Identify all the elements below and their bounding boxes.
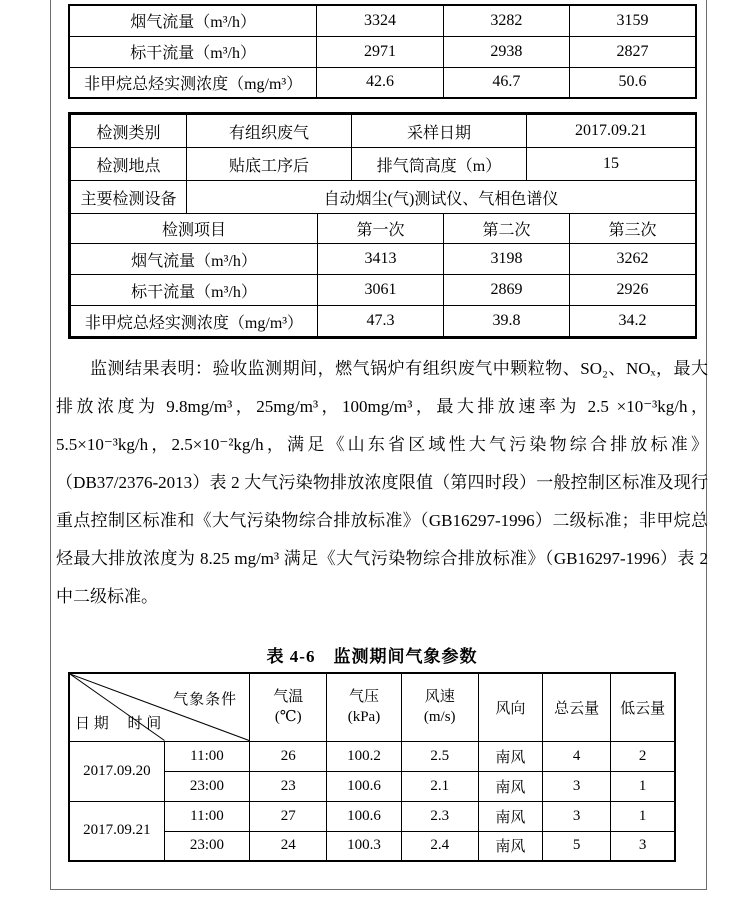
value-cell: 2926 [570,275,696,306]
column-header-pressure [327,673,401,741]
value-cell: 2827 [570,36,696,67]
value-cell: 2.3 [401,801,478,831]
value-cell: 南风 [478,801,542,831]
value-cell: 5 [543,831,611,861]
field-value: 15 [527,148,696,181]
table-row [71,244,696,275]
value-cell: 2938 [443,36,569,67]
value-cell: 南风 [478,741,542,771]
column-header: 第一次 [318,214,444,244]
column-header: 第二次 [444,214,570,244]
detection-results-section [70,213,696,337]
field-value: 2017.09.21 [527,115,696,148]
value-cell: 南风 [478,771,542,801]
column-header-wind-direction: 风向 [478,673,542,741]
corner-label-date-time: 日 期 时 间 [75,716,162,732]
value-cell: 3413 [318,244,444,275]
value-cell: 100.2 [327,741,401,771]
value-cell: 南风 [478,831,542,861]
table-row [71,214,696,244]
row-label: 非甲烷总烃实测浓度（mg/m³） [69,67,317,98]
value-cell: 46.7 [443,67,569,98]
corner-label-weather-condition: 气象条件 [173,692,238,708]
row-label: 标干流量（m³/h） [69,36,317,67]
date-cell: 2017.09.20 [69,741,164,801]
detection-info-section [70,114,696,214]
value-cell: 2.5 [401,741,478,771]
field-label: 采样日期 [352,115,527,148]
table-row [71,306,696,337]
value-cell: 100.6 [327,771,401,801]
field-value: 贴底工序后 [187,148,352,181]
weather-table-title: 表 4-6 监测期间气象参数 [266,647,478,666]
field-value: 有组织废气 [187,115,352,148]
flue-gas-results-table [68,4,697,99]
value-cell: 4 [543,741,611,771]
column-header-low-cloud: 低云量 [611,673,675,741]
value-cell: 47.3 [318,306,444,337]
value-cell: 100.6 [327,801,401,831]
header-line: 气压 [348,689,379,706]
column-header-wind-speed [401,673,478,741]
value-cell: 27 [250,801,327,831]
row-label: 非甲烷总烃实测浓度（mg/m³） [71,306,318,337]
weather-parameters-table [68,672,676,862]
time-cell: 11:00 [164,741,249,771]
detection-info-table [68,112,697,339]
table-row [71,181,696,214]
column-header-total-cloud: 总云量 [543,673,611,741]
row-label: 标干流量（m³/h） [71,275,318,306]
time-cell: 23:00 [164,831,249,861]
time-cell: 11:00 [164,801,249,831]
field-label: 检测地点 [71,148,187,181]
column-header-temperature [250,673,327,741]
value-cell: 39.8 [444,306,570,337]
value-cell: 34.2 [570,306,696,337]
value-cell: 50.6 [570,67,696,98]
date-cell: 2017.09.21 [69,801,164,861]
header-line: 风速 [424,689,455,706]
value-cell: 3282 [443,5,569,36]
value-cell: 3198 [444,244,570,275]
table-row [69,801,675,831]
table-row [71,275,696,306]
table-row [69,67,696,98]
value-cell: 2869 [444,275,570,306]
row-label: 烟气流量（m³/h） [69,5,317,36]
header-unit: (℃) [274,709,302,726]
header-unit: (kPa) [347,709,381,726]
header-unit: (m/s) [423,709,456,726]
table-row [71,148,696,181]
table-row [69,5,696,36]
value-cell: 24 [250,831,327,861]
value-cell: 3061 [318,275,444,306]
value-cell: 2971 [317,36,443,67]
monitoring-conclusion-paragraph: 监测结果表明：验收监测期间，燃气锅炉有组织废气中颗粒物、SO₂、NOₓ，最大排放浓度为 9.8mg/m³，25mg/m³，100mg/m³，最大排放速率为 2.5 ×10⁻³kg/h，5.5×10⁻³kg/h，2.5×10⁻²kg/h，满足《山东省区域性大气污染物综合排放标准》（DB37/2376-2013）表 2 大气污染物排放浓度限值（第四时段）一般控制区标准及现行重点控制区标准和《大气污染物综合排放标准》（GB16297-1996）二级标准；非甲烷总烃最大排放浓度为 8.25 mg/m³ 满足《大气污染物综合排放标准》（GB16297-1996）表 2 中二级标准。 [56,359,708,606]
column-header: 检测项目 [71,214,318,244]
value-cell: 100.3 [327,831,401,861]
value-cell: 42.6 [317,67,443,98]
value-cell: 3324 [317,5,443,36]
value-cell: 23 [250,771,327,801]
column-header: 第三次 [570,214,696,244]
value-cell: 3 [543,801,611,831]
table-row [71,115,696,148]
table-row [69,36,696,67]
corner-header-cell [69,673,250,741]
value-cell: 1 [611,771,675,801]
value-cell: 3159 [570,5,696,36]
row-label: 烟气流量（m³/h） [71,244,318,275]
value-cell: 1 [611,801,675,831]
value-cell: 3262 [570,244,696,275]
value-cell: 2.1 [401,771,478,801]
value-cell: 26 [250,741,327,771]
field-label: 排气筒高度（m） [352,148,527,181]
table-row [69,741,675,771]
value-cell: 2.4 [401,831,478,861]
time-cell: 23:00 [164,771,249,801]
value-cell: 3 [611,831,675,861]
field-label: 检测类别 [71,115,187,148]
header-line: 气温 [273,689,304,706]
value-cell: 3 [543,771,611,801]
value-cell: 2 [611,741,675,771]
field-label: 主要检测设备 [71,181,187,214]
table-header-row [69,673,675,741]
field-value: 自动烟尘(气)测试仪、气相色谱仪 [187,181,696,214]
